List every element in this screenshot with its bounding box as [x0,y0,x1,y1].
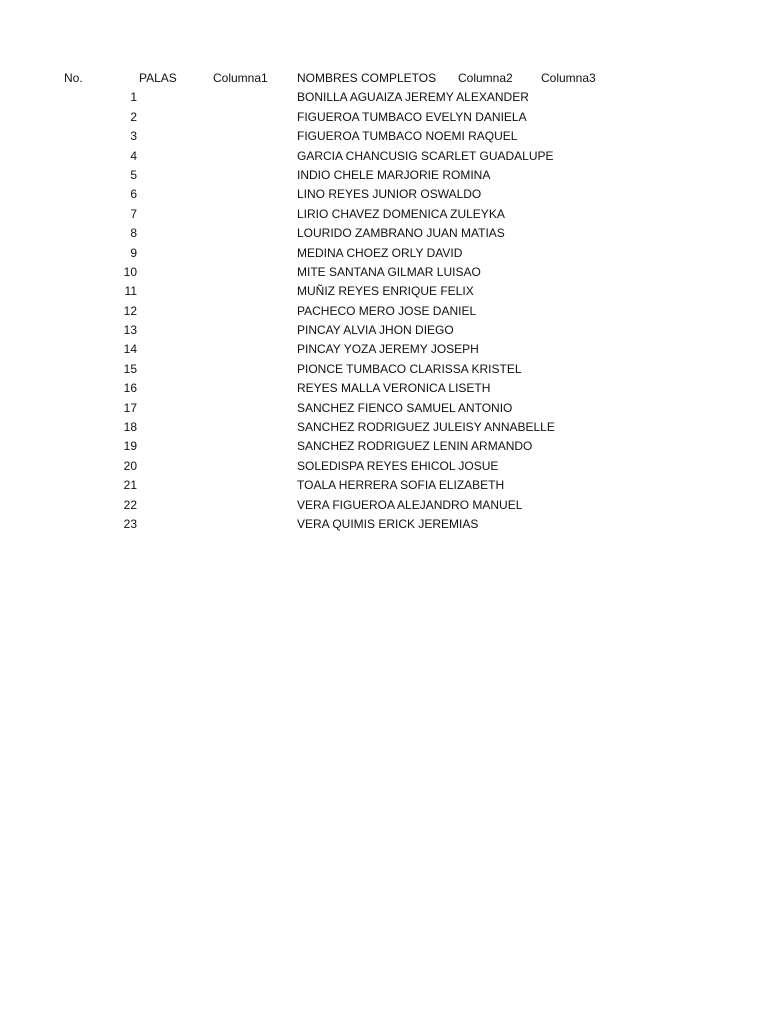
row-full-name: SANCHEZ FIENCO SAMUEL ANTONIO [297,400,513,415]
row-palas-number: 9 [130,245,137,260]
table-body [0,88,768,534]
row-palas-number: 13 [123,323,137,338]
row-full-name: BONILLA AGUAIZA JEREMY ALEXANDER [297,90,529,105]
header-nombres-completos: NOMBRES COMPLETOS [297,71,437,85]
table-row [0,418,768,437]
row-full-name: FIGUEROA TUMBACO NOEMI RAQUEL [297,129,518,144]
table-row [0,399,768,418]
header-palas: PALAS [139,71,177,85]
table-row [0,321,768,340]
table-row [0,127,768,146]
row-full-name: GARCIA CHANCUSIG SCARLET GUADALUPE [297,148,554,163]
row-full-name: PINCAY ALVIA JHON DIEGO [297,323,454,338]
header-columna3: Columna3 [541,71,596,85]
table-row [0,302,768,321]
row-palas-number: 2 [130,109,137,124]
table-row [0,496,768,515]
header-columna1: Columna1 [213,71,268,85]
header-row [0,69,768,88]
table-row [0,108,768,127]
table-row [0,379,768,398]
row-palas-number: 23 [123,516,137,531]
table-row [0,360,768,379]
row-palas-number: 16 [123,381,137,396]
row-palas-number: 1 [130,90,137,105]
row-full-name: SANCHEZ RODRIGUEZ JULEISY ANNABELLE [297,420,555,435]
row-full-name: MITE SANTANA GILMAR LUISAO [297,264,481,279]
row-full-name: SANCHEZ RODRIGUEZ LENIN ARMANDO [297,439,533,454]
table-row [0,457,768,476]
row-full-name: SOLEDISPA REYES EHICOL JOSUE [297,458,499,473]
row-palas-number: 6 [130,187,137,202]
row-palas-number: 20 [123,458,137,473]
table-row [0,282,768,301]
row-full-name: FIGUEROA TUMBACO EVELYN DANIELA [297,109,527,124]
table-row [0,205,768,224]
row-full-name: LINO REYES JUNIOR OSWALDO [297,187,482,202]
table-row [0,437,768,456]
row-palas-number: 22 [123,497,137,512]
row-full-name: MUÑIZ REYES ENRIQUE FELIX [297,284,474,299]
table-row [0,340,768,359]
row-full-name: PACHECO MERO JOSE DANIEL [297,303,477,318]
row-full-name: LIRIO CHAVEZ DOMENICA ZULEYKA [297,206,505,221]
table-row [0,185,768,204]
row-palas-number: 19 [123,439,137,454]
table-row [0,224,768,243]
row-palas-number: 15 [123,361,137,376]
table-row [0,166,768,185]
row-full-name: PIONCE TUMBACO CLARISSA KRISTEL [297,361,522,376]
row-full-name: MEDINA CHOEZ ORLY DAVID [297,245,463,260]
header-columna2: Columna2 [458,71,513,85]
row-palas-number: 12 [123,303,137,318]
table-row [0,244,768,263]
row-palas-number: 3 [130,129,137,144]
row-full-name: REYES MALLA VERONICA LISETH [297,381,491,396]
row-full-name: INDIO CHELE MARJORIE ROMINA [297,167,491,182]
row-palas-number: 17 [123,400,137,415]
row-palas-number: 18 [123,420,137,435]
row-full-name: VERA QUIMIS ERICK JEREMIAS [297,516,479,531]
row-palas-number: 7 [130,206,137,221]
row-full-name: TOALA HERRERA SOFIA ELIZABETH [297,478,505,493]
table-row [0,515,768,534]
row-palas-number: 10 [123,264,137,279]
row-palas-number: 11 [124,284,137,299]
student-table [0,69,768,534]
row-palas-number: 14 [123,342,137,357]
row-palas-number: 21 [123,478,137,493]
row-full-name: PINCAY YOZA JEREMY JOSEPH [297,342,479,357]
table-row [0,147,768,166]
table-row [0,88,768,107]
header-no: No. [64,71,83,85]
row-full-name: VERA FIGUEROA ALEJANDRO MANUEL [297,497,523,512]
table-row [0,263,768,282]
row-palas-number: 4 [130,148,137,163]
table-row [0,476,768,495]
row-full-name: LOURIDO ZAMBRANO JUAN MATIAS [297,226,505,241]
row-palas-number: 8 [130,226,137,241]
row-palas-number: 5 [130,167,137,182]
